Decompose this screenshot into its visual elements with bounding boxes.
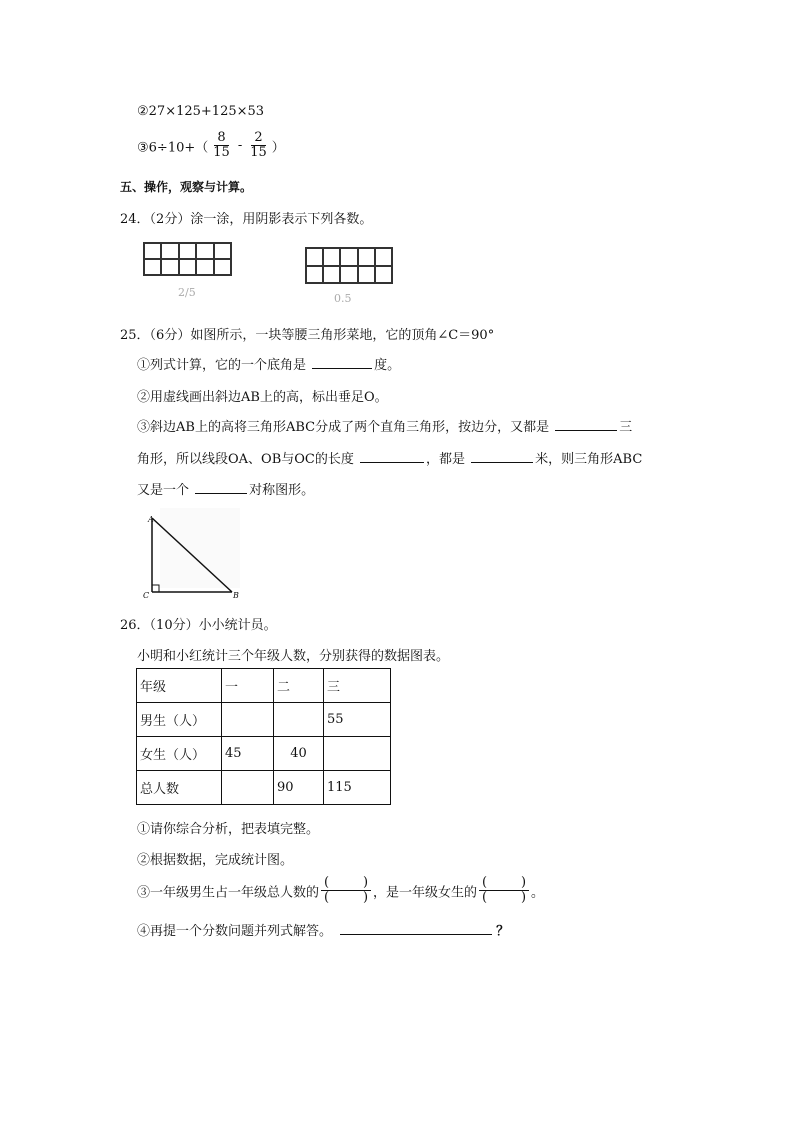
problem25-q1: ①列式计算，它的一个底角是 度。: [137, 354, 400, 373]
fraction-answer-blank[interactable]: ( ) ( ): [321, 876, 371, 906]
figure-background: [160, 508, 240, 588]
table-row: [137, 737, 391, 771]
problem23-item2: ②27×125+125×53: [137, 104, 265, 119]
problem25-q3-line1: ③斜边AB上的高将三角形ABC分成了两个直角三角形，按边分，又都是 三: [137, 416, 632, 435]
vertex-b-label: B: [233, 591, 239, 600]
table-cell: 三: [324, 669, 391, 703]
table-row: [137, 703, 391, 737]
problem25-title: 25．（6分）如图所示，一块等腰三角形菜地，它的顶角∠C＝90°: [120, 328, 495, 343]
problem23-item3: [137, 131, 285, 161]
table-cell-blank[interactable]: [222, 771, 274, 805]
table-row: [137, 669, 391, 703]
table-cell: 115: [324, 771, 391, 805]
grid1-label: 2/5: [178, 286, 196, 299]
fraction-8-15: $\frac{8}{15}$: [213, 130, 230, 161]
grid2-label: 0.5: [334, 292, 352, 305]
fraction-answer-blank[interactable]: ( ) ( ): [479, 876, 529, 906]
answer-blank[interactable]: [195, 479, 247, 494]
grid-0-5[interactable]: [305, 247, 393, 284]
table-cell: 年级: [137, 669, 222, 703]
item3-prefix: ③6÷10+（: [137, 140, 209, 156]
answer-blank[interactable]: [555, 416, 617, 431]
problem26-q1: ①请你综合分析，把表填完整。: [137, 822, 320, 837]
table-cell-blank[interactable]: [324, 737, 391, 771]
problem26-q3: ③一年级男生占一年级总人数的 ( ) ( ) ，是一年级女生的 ( ) ( ) 。: [137, 875, 545, 906]
section5-title: 五、操作，观察与计算。: [120, 180, 253, 194]
table-cell: 二: [274, 669, 324, 703]
answer-blank[interactable]: [471, 448, 533, 463]
answer-blank[interactable]: [340, 920, 492, 935]
problem25-q2: ②用虚线画出斜边AB上的高，标出垂足O。: [137, 390, 388, 405]
vertex-a-label: A: [148, 515, 154, 524]
vertex-c-label: C: [143, 591, 150, 600]
table-cell: 90: [274, 771, 324, 805]
table-cell-blank[interactable]: [274, 703, 324, 737]
table-row: [137, 771, 391, 805]
problem26-q4: ④再提一个分数问题并列式解答。 ？: [137, 920, 509, 939]
problem26-q2: ②根据数据，完成统计图。: [137, 853, 294, 868]
fraction-2-15: $\frac{2}{15}$: [250, 130, 267, 161]
table-cell: 男生（人）: [137, 703, 222, 737]
grid-2-5[interactable]: [143, 242, 232, 276]
table-cell: 45: [222, 737, 274, 771]
problem25-q3-line3: 又是一个 对称图形。: [137, 479, 314, 498]
item3-suffix: ）: [271, 140, 285, 156]
isosceles-triangle-figure: [140, 508, 250, 600]
problem26-intro: 小明和小红统计三个年级人数，分别获得的数据图表。: [137, 649, 450, 664]
problem24-title: 24．（2分）涂一涂，用阴影表示下列各数。: [120, 212, 373, 227]
table-cell: 女生（人）: [137, 737, 222, 771]
answer-blank[interactable]: [360, 448, 424, 463]
right-angle-mark: [152, 585, 159, 592]
grade-stats-table: [136, 668, 391, 805]
answer-blank[interactable]: [312, 354, 372, 369]
table-cell: 40: [274, 737, 324, 771]
table-cell-blank[interactable]: [222, 703, 274, 737]
table-cell: 总人数: [137, 771, 222, 805]
table-cell: 55: [324, 703, 391, 737]
minus-sign: -: [237, 138, 243, 154]
table-cell: 一: [222, 669, 274, 703]
problem25-q3-line2: 角形，所以线段OA、OB与OC的长度 ，都是 米，则三角形ABC: [137, 448, 642, 467]
problem26-title: 26．（10分）小小统计员。: [120, 618, 277, 633]
